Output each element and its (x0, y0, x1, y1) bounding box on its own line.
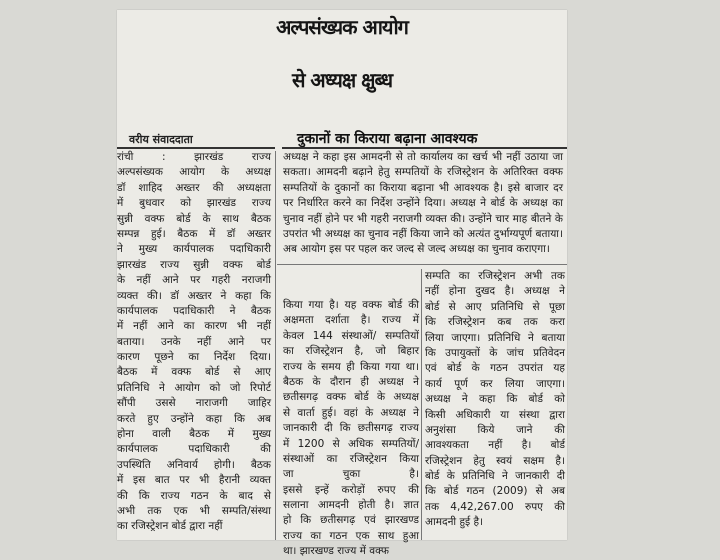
text-line: कार्यपालक पदाधिकारी की (117, 443, 271, 456)
text-line: अध्यक्ष ने कहा इस आमदनी से तो कार्यालय का खर्च भी नहीं उठाया जा (283, 151, 563, 163)
text-line: आमदनी हुई है। (425, 516, 484, 529)
text-line: केवल 144 संस्थाओं/ सम्पतियों (283, 329, 419, 342)
byline: वरीय संवाददाता (129, 133, 193, 146)
headline-line-2: से अध्यक्ष क्षुब्ध (291, 68, 393, 92)
text-line: सम्पतियों के दुकानों का किराया बढ़ाना भी आवश्यक है। इसे बाजार दर (283, 181, 563, 194)
text-line: में इस बात पर भी हैरानी व्यक्त (117, 474, 271, 487)
text-line: राज्य के समय ही किया गया था। (283, 360, 419, 373)
text-line: बताया। उनके नहीं आने पर (117, 335, 271, 348)
text-line: रांची : झारखंड राज्य (117, 151, 271, 163)
text-line: कारण पूछने का निर्देश दिया। (117, 351, 271, 364)
article-column-1 (117, 150, 271, 535)
text-line: से वार्ता हुई। वहां के अध्यक्ष ने (283, 406, 419, 419)
text-line: सुन्नी वक्फ बोर्ड के साथ बैठक (117, 212, 271, 225)
text-line: होना वाली बैठक में मुख्य (117, 428, 271, 441)
text-line: जानकारी दी कि छतीसगढ़ राज्य (283, 422, 419, 435)
text-line: चुनाव नहीं होने पर भी गहरी नराजगी व्यक्त की। उन्होंने चार माह बीतने के (283, 212, 563, 225)
column-divider (275, 151, 276, 540)
text-line: बोर्ड के प्रतिनिधि ने जानकारी दी (425, 470, 565, 483)
byline-rule (117, 147, 275, 149)
text-line: अनुशंसा किये जाने की (425, 423, 565, 436)
subheading: दुकानों का किराया बढ़ाना आवश्यक (297, 131, 478, 147)
text-line: किया गया है। यह वक्फ बोर्ड की (283, 299, 419, 311)
text-line: कि उपायुक्तों के जांच प्रतिवेदन (425, 346, 565, 359)
text-line: ने मुख्य कार्यपालक पदाधिकारी (117, 243, 271, 256)
text-line: इससे इन्हें करोड़ों रुपए की (283, 483, 419, 496)
article-column-3 (425, 269, 565, 531)
text-line: अभी तक एक भी सम्पति/संस्था (117, 504, 271, 517)
text-line: अध्यक्ष ने कहा कि बोर्ड को (425, 393, 565, 406)
column-divider (421, 269, 422, 540)
text-line: सकता। आमदनी बढ़ाने हेतु सम्पतियों के रजिस्ट्रेशन के अतिरिक्त वक्फ (283, 166, 563, 179)
text-line: तक 4,42,267.00 रुपए की (425, 500, 565, 513)
text-line: एवं बोर्ड के गठन उपरांत यह (425, 362, 565, 375)
text-line: अब आयोग इस पर पहल कर जल्द से जल्द अध्यक्ष का चुनाव कराएगा। (283, 243, 550, 256)
box-divider (277, 264, 567, 265)
newspaper-clipping (117, 10, 567, 558)
text-line: में 1200 से अधिक सम्पतियों/ (283, 437, 419, 450)
text-line: डॉ शाहिद अख्तर की अध्यक्षता (117, 181, 271, 194)
text-line: बोर्ड से आए प्रतिनिधि से पूछा (425, 300, 565, 313)
text-line: व्यक्त की। डॉ अख्तर ने कहा कि (117, 289, 271, 302)
text-line: उपरांत भी अध्यक्ष का चुनाव नहीं किया जाने को अत्यंत दुर्भाग्यपूर्ण बताया। (283, 227, 563, 240)
text-line: छतीसगढ़ वक्फ बोर्ड के अध्यक्ष (283, 391, 419, 404)
text-line: सम्पति का रजिस्ट्रेशन अभी तक (425, 270, 565, 282)
text-line: झारखंड राज्य सुन्नी वक्फ बोर्ड (117, 258, 271, 271)
text-line: कार्य पूर्ण कर लिया जाएगा। (425, 377, 565, 390)
text-line: राज्य का गठन एक साथ हुआ (283, 529, 419, 542)
text-line: अक्षमता दर्शाता है। राज्य में (283, 314, 419, 327)
subheading-rule (282, 147, 567, 149)
text-line: कि रजिस्ट्रेशन कब तक करा (425, 316, 565, 329)
text-line: कार्यपालक पदाधिकारी ने बैठक (117, 304, 271, 317)
headline-line-1: अल्पसंख्यक आयोग (276, 15, 408, 39)
text-line: रजिस्ट्रेशन हेतु स्वयं सक्षम है। (425, 454, 565, 467)
text-line: बैठक में वक्फ बोर्ड से आए (117, 366, 271, 379)
text-line: की कि राज्य गठन के बाद से (117, 489, 271, 502)
text-line: जा चुका है। (283, 468, 419, 481)
text-line: अल्पसंख्यक आयोग के अध्यक्ष (117, 166, 271, 179)
text-line: कि बोर्ड गठन (2009) से अब (425, 485, 565, 498)
text-line: उपस्थिति अनिवार्य होगी। बैठक (117, 458, 271, 471)
text-line: बैठक के दौरान ही अध्यक्ष ने (283, 375, 419, 388)
text-line: नहीं होना दुखद है। अध्यक्ष ने (425, 285, 565, 298)
text-line: सलाना आमदनी होती है। ज्ञात (283, 499, 419, 512)
text-line: करते हुए उन्होंने कहा कि अब (117, 412, 271, 425)
text-line: पर निर्धारित करने का निर्देश उन्होंने दिया। अध्यक्ष ने बोर्ड के अध्यक्ष का (283, 197, 563, 210)
text-line: किसी अधिकारी या संस्था द्वारा (425, 408, 565, 421)
text-line: के नहीं आने पर गहरी नराजगी (117, 274, 271, 287)
text-line: लिया जाएगा। प्रतिनिधि ने बताया (425, 331, 565, 344)
text-line: में बुधवार को झारखंड राज्य (117, 197, 271, 210)
text-line: सम्पन्न हुई। बैठक में डॉ अख्तर (117, 227, 271, 240)
text-line: था। झारखण्ड राज्य में वक्फ (283, 545, 390, 558)
text-line: संस्थाओं का रजिस्ट्रेशन किया (283, 452, 419, 465)
text-line: का रजिस्ट्रेशन है, जो बिहार (283, 345, 419, 358)
text-line: में नहीं आने का कारण भी नहीं (117, 320, 271, 333)
text-line: हो कि छतीसगढ़ एवं झारखण्ड (283, 514, 419, 527)
text-line: आवश्यकता नहीं है। बोर्ड (425, 439, 565, 452)
subheading-box-text (283, 150, 563, 258)
text-line: सौंपी उससे नाराजगी जाहिर (117, 397, 271, 410)
text-line: का रजिस्ट्रेशन बोर्ड द्वारा नहीं (117, 520, 223, 533)
article-column-2 (283, 298, 419, 560)
text-line: प्रतिनिधि ने आयोग को जो रिपोर्ट (117, 381, 271, 394)
